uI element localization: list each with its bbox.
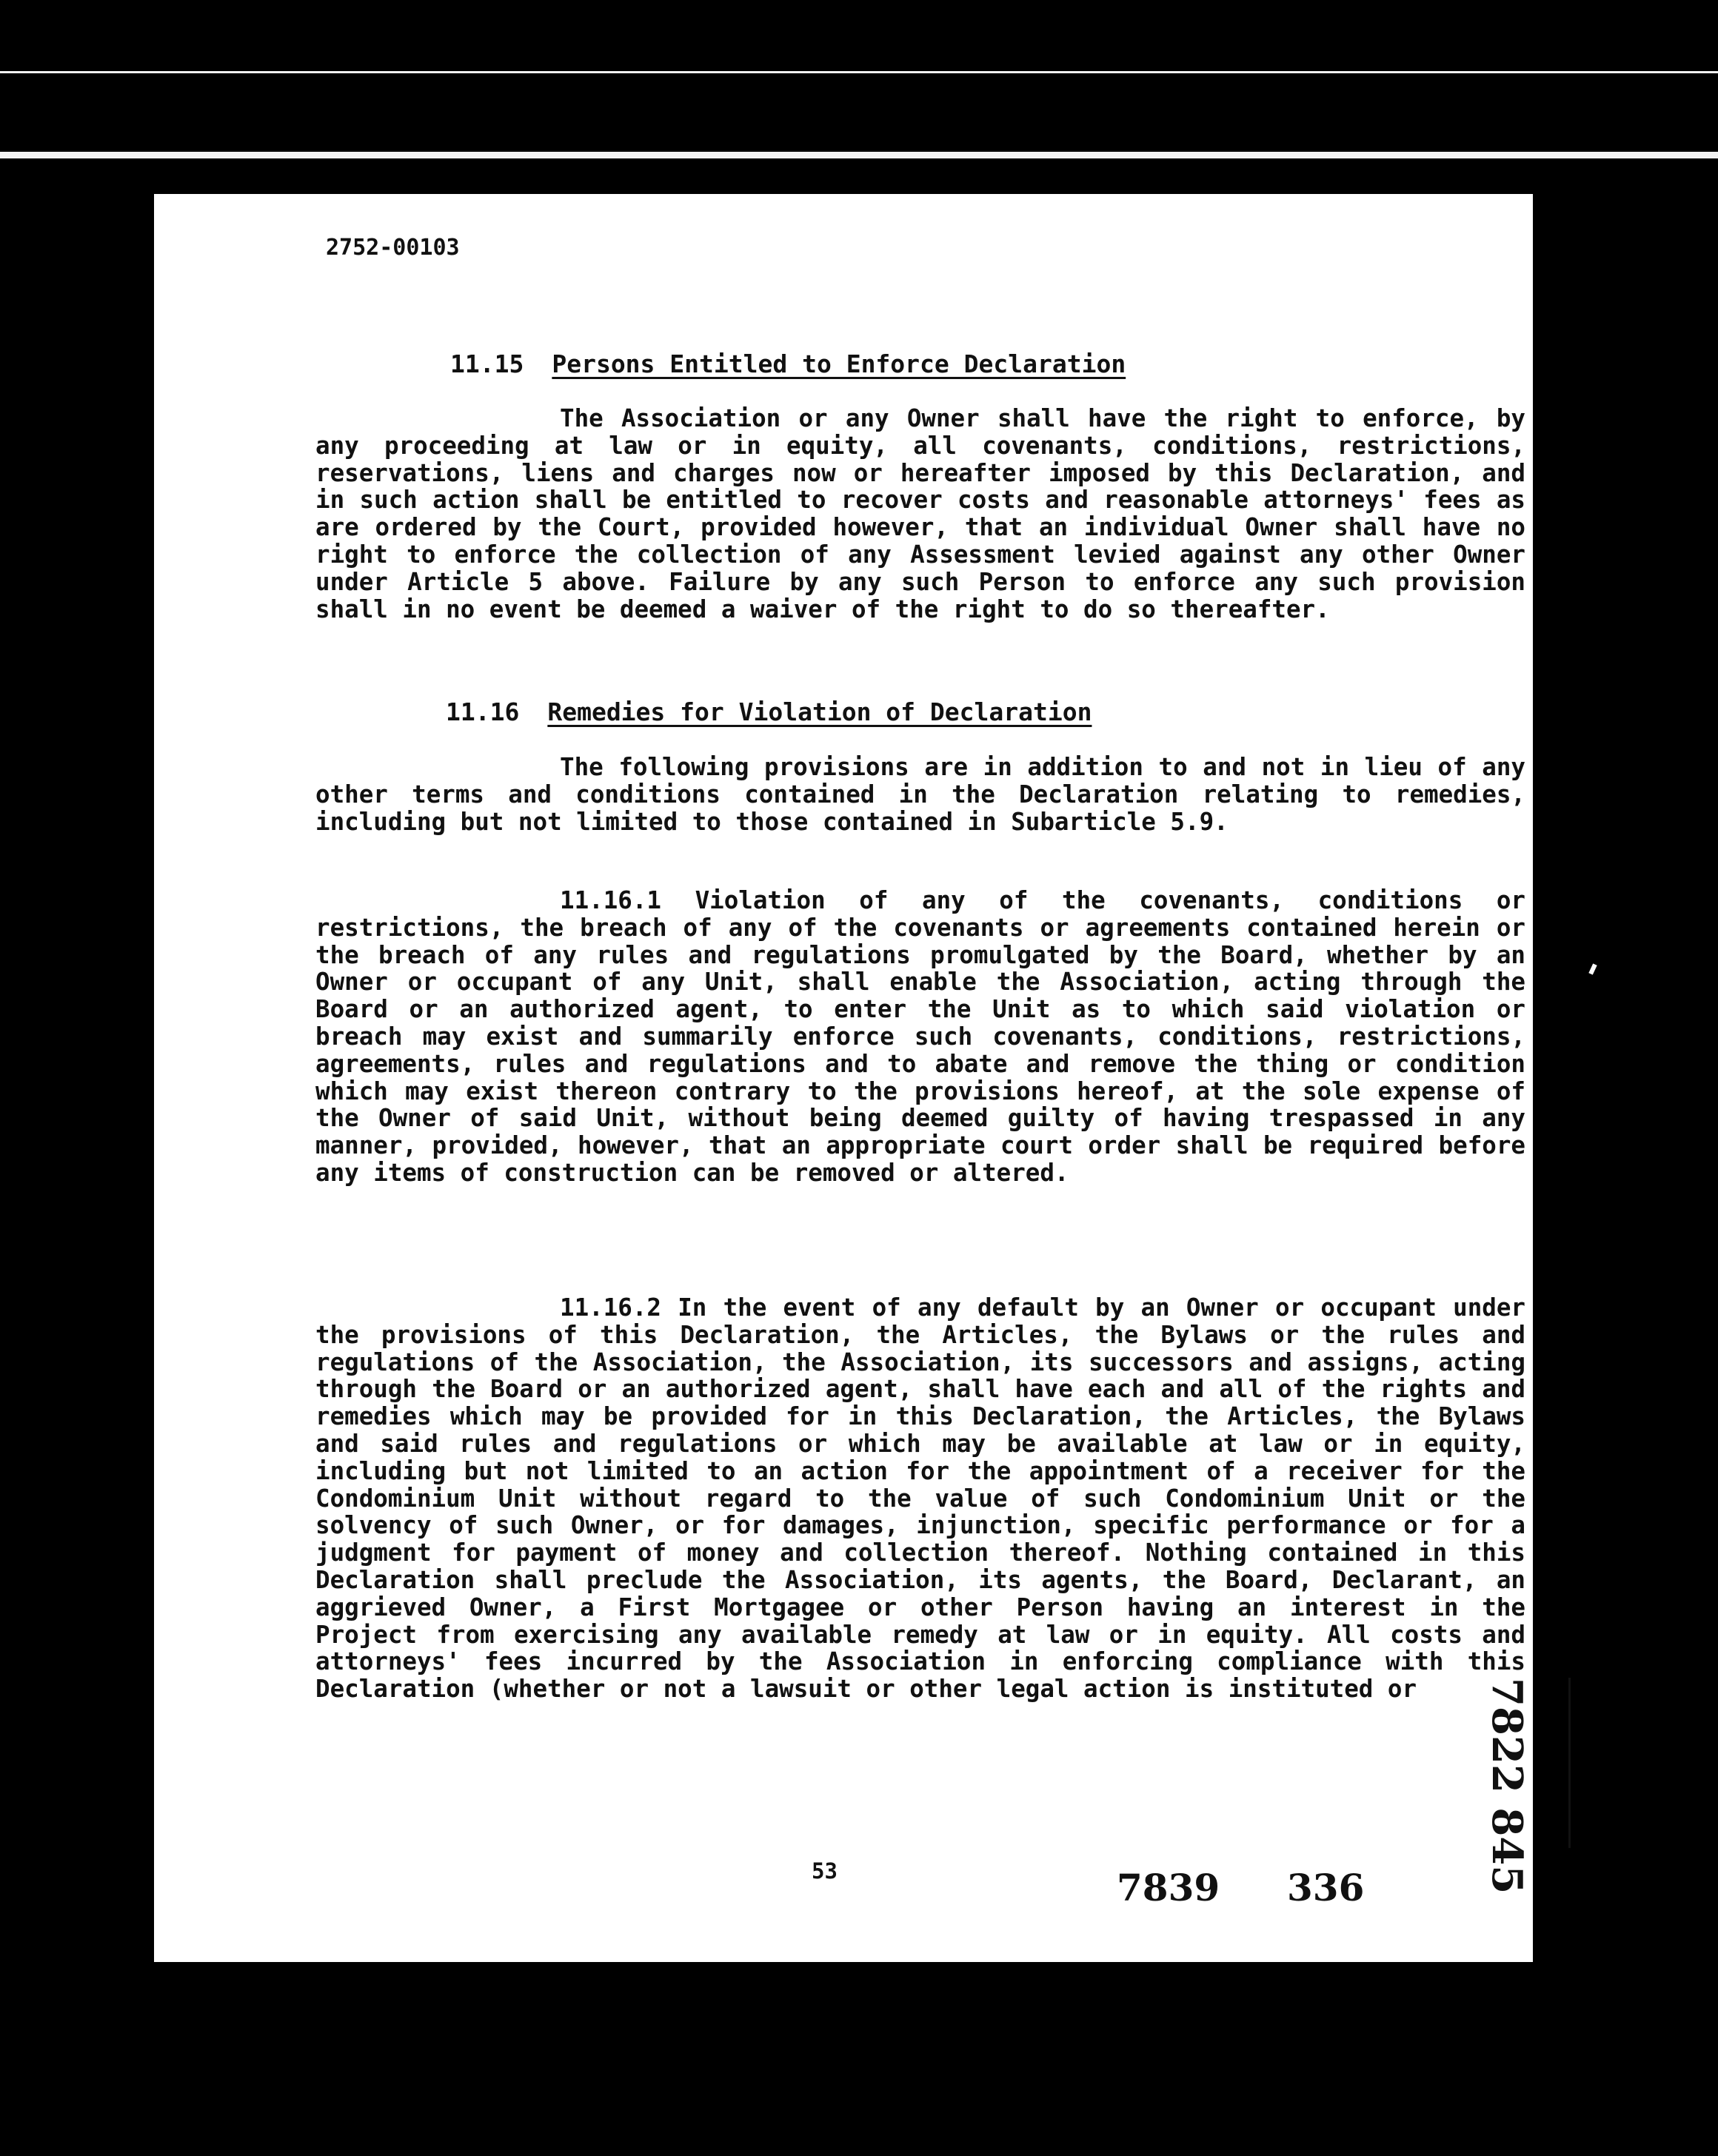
scan-edge-bar <box>0 152 1718 158</box>
section-heading-11-15 <box>450 349 1126 378</box>
section-body-11-15: The Association or any Owner shall have the right to enforce, by any proceeding at law or in equity, all covenants, conditions, restrictions, reservations, liens and charges now or hereafter imposed by this Declaration, and in such action shall be entitled to recover costs and reasonable attorneys' fees as are ordered by the Court, provided however, that an individual Owner shall have no right to enforce the collection of any Assessment levied against any other Owner under Article 5 above. Failure by any such Person to enforce any such provision shall in no event be deemed a waiver of the right to do so thereafter. <box>315 404 1525 623</box>
document-id: 2752-00103 <box>326 235 460 261</box>
stamp-strike-line <box>1568 1678 1571 1848</box>
page-number: 53 <box>812 1858 838 1884</box>
subsection-body-11-16-2: 11.16.2 In the event of any default by an Owner or occupant under the provisions of this Declaration, the Articles, the Bylaws or the rules and regulations of the Association, the Association, its successors and assigns, acting through the Board or an authorized agent, shall have each and all of the rights and remedies which may be provided for in this Declaration, the Articles, the Bylaws and said rules and regulations or which may be available at law or in equity, including but not limited to an action for the appointment of a receiver for the Condominium Unit without regard to the value of such Condominium Unit or the solvency of such Owner, or for damages, injunction, specific performance or for a judgment for payment of money and collection thereof. Nothing contained in this Declaration shall preclude the Association, its agents, the Board, Declarant, an aggrieved Owner, a First Mortgagee or other Person having an interest in the Project from exercising any available remedy at law or in equity. All costs and attorneys' fees incurred by the Association in enforcing compliance with this Declaration (whether or not a lawsuit or other legal action is instituted or <box>315 1293 1525 1704</box>
scan-speck <box>1588 963 1597 974</box>
section-title: Remedies for Violation of Declaration <box>547 697 1092 726</box>
book-number-stamp: 7839 <box>1117 1866 1220 1909</box>
scan-edge-line <box>0 71 1718 73</box>
subsection-body-11-16-1: 11.16.1 Violation of any of the covenants, conditions or restrictions, the breach of any of the covenants or agreements contained herein or the breach of any rules and regulations promulgated by the Board, whether by an Owner or occupant of any Unit, shall enable the Association, acting through the Board or an authorized agent, to enter the Unit as to which said violation or breach may exist and summarily enforce such covenants, conditions, restrictions, agreements, rules and regulations and to abate and remove the thing or condition which may exist thereon contrary to the provisions hereof, at the sole expense of the Owner of said Unit, without being deemed guilty of having trespassed in any manner, provided, however, that an appropriate court order shall be required before any items of construction can be removed or altered. <box>315 886 1525 1187</box>
section-number: 11.15 <box>450 349 524 378</box>
section-title: Persons Entitled to Enforce Declaration <box>552 349 1126 378</box>
section-heading-11-16 <box>446 697 1092 726</box>
document-page <box>154 194 1533 1962</box>
section-number: 11.16 <box>446 697 520 726</box>
section-body-11-16: The following provisions are in addition to and not in lieu of any other terms and conditions contained in the Declaration relating to remedies, including but not limited to those contained in Subarticle 5.9. <box>315 753 1525 836</box>
rotated-stamp-text: 7822 845 <box>1483 1678 1531 1895</box>
page-number-stamp: 336 <box>1287 1866 1365 1909</box>
